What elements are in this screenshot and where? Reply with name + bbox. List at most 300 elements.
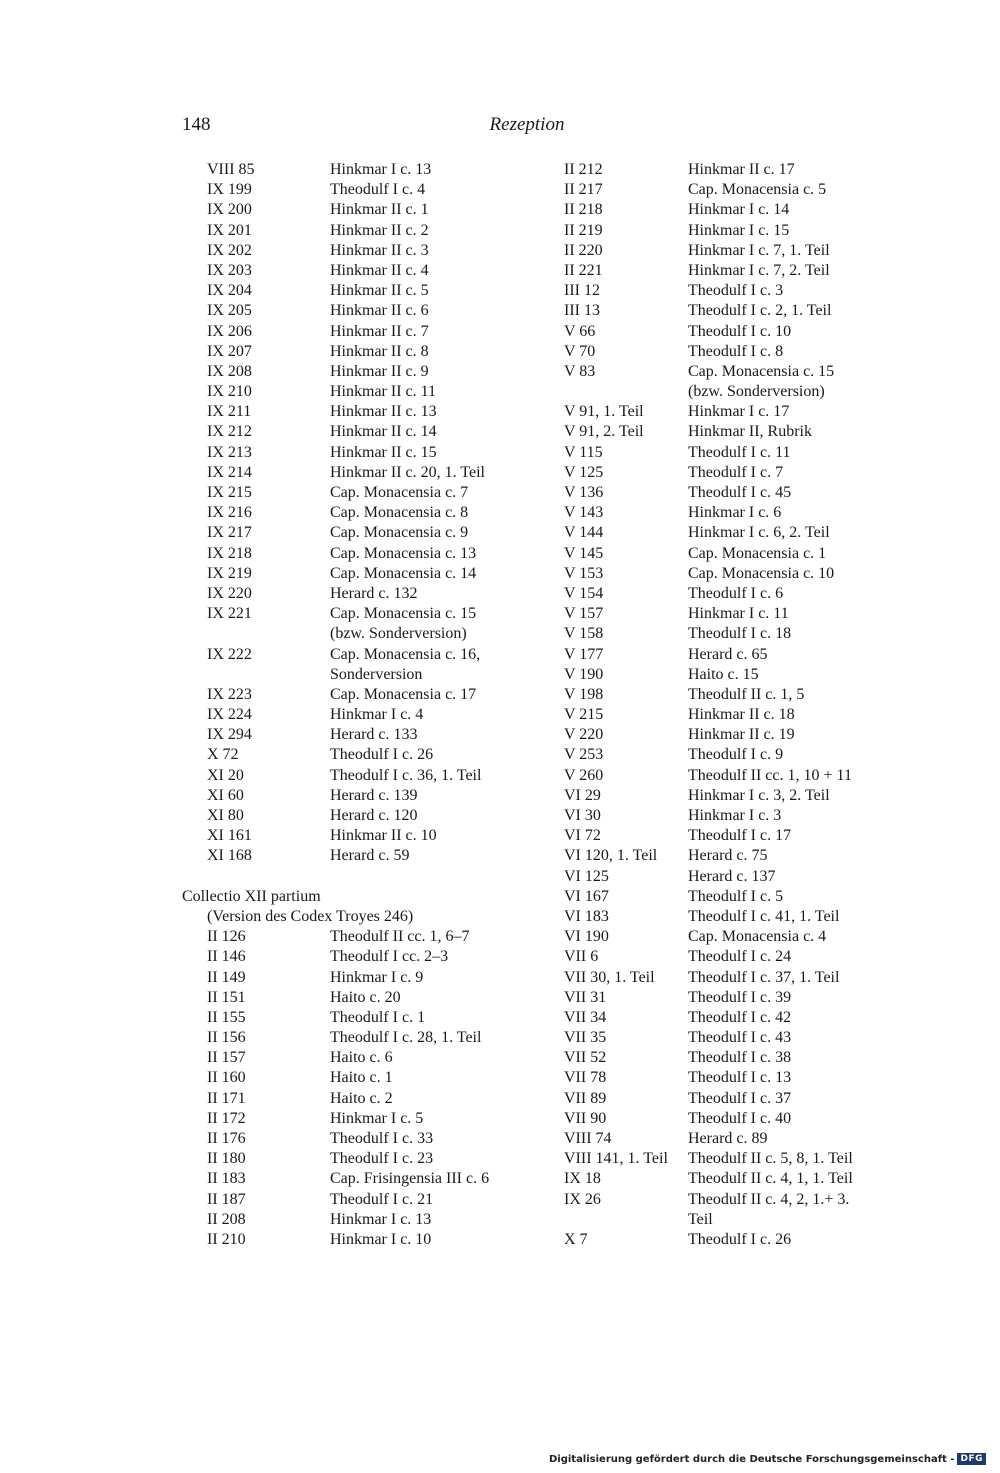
reference: V 158 (564, 625, 604, 643)
table-row (564, 927, 894, 947)
source: Hinkmar I c. 4 (330, 706, 424, 724)
table-row (564, 1068, 894, 1088)
source: Hinkmar II c. 3 (330, 241, 429, 259)
reference: IX 215 (207, 484, 252, 501)
reference: V 145 (564, 544, 604, 562)
table-row (182, 846, 552, 866)
reference: IX 217 (207, 524, 252, 542)
source: Cap. Frisingensia III c. 6 (330, 1170, 490, 1188)
reference: II 210 (207, 1230, 246, 1248)
table-row (182, 342, 552, 362)
reference: II 157 (207, 1049, 246, 1067)
reference: II 180 (207, 1150, 246, 1168)
table-row (182, 503, 552, 523)
table-row (564, 786, 894, 806)
source: Theodulf I c. 1 (330, 1008, 426, 1026)
table-row (564, 1210, 894, 1230)
reference: IX 211 (207, 403, 252, 421)
source: Theodulf I c. 10 (688, 322, 792, 340)
table-row (182, 463, 552, 483)
table-row (182, 1149, 552, 1169)
source: Hinkmar I c. 7, 2. Teil (688, 261, 830, 279)
source: Cap. Monacensia c. 14 (330, 564, 477, 582)
table-row (564, 867, 894, 887)
source: Hinkmar I c. 6 (688, 504, 782, 522)
reference: IX 218 (207, 544, 252, 562)
table-row (182, 584, 552, 604)
reference: II 155 (207, 1008, 246, 1026)
reference: V 66 (564, 322, 596, 340)
table-row (564, 1048, 894, 1068)
reference: II 126 (207, 928, 246, 946)
reference: VIII 141, 1. Teil (564, 1150, 668, 1168)
source: Theodulf I c. 28, 1. Teil (330, 1029, 482, 1047)
table-row (182, 422, 552, 442)
source: Hinkmar I c. 17 (688, 403, 790, 421)
reference: IX 223 (207, 685, 252, 703)
table-row (182, 645, 552, 665)
reference: II 149 (207, 968, 246, 986)
table-row (182, 947, 552, 967)
source: Cap. Monacensia c. 16, (330, 645, 481, 663)
reference: V 215 (564, 706, 604, 724)
table-row (564, 160, 894, 180)
table-row (564, 1230, 894, 1250)
reference: VI 29 (564, 786, 601, 804)
reference: IX 221 (207, 605, 252, 623)
source: Cap. Monacensia c. 8 (330, 504, 469, 522)
section-heading: Collectio XII partium (182, 887, 321, 905)
reference: V 91, 1. Teil (564, 403, 644, 421)
source: Cap. Monacensia c. 9 (330, 524, 469, 542)
source: Hinkmar II c. 7 (330, 322, 429, 340)
table-row (182, 160, 552, 180)
reference: V 190 (564, 665, 604, 683)
source: Teil (688, 1210, 713, 1228)
reference: IX 26 (564, 1190, 601, 1208)
source: Herard c. 65 (688, 645, 768, 663)
table-row (564, 241, 894, 261)
reference: IX 216 (207, 504, 252, 522)
table-row (182, 281, 552, 301)
reference: VII 31 (564, 988, 607, 1006)
table-row (564, 200, 894, 220)
reference: II 160 (207, 1069, 246, 1087)
table-row (564, 362, 894, 382)
reference: IX 201 (207, 221, 252, 239)
table-row (564, 988, 894, 1008)
table-row (564, 947, 894, 967)
source: Cap. Monacensia c. 17 (330, 685, 477, 703)
table-row (182, 1169, 552, 1189)
source: Theodulf I c. 38 (688, 1049, 792, 1067)
source: Hinkmar II c. 6 (330, 302, 429, 320)
reference: VII 89 (564, 1089, 607, 1107)
source: Hinkmar I c. 15 (688, 221, 790, 239)
reference: IX 200 (207, 201, 252, 219)
table-row (182, 200, 552, 220)
source: Theodulf II cc. 1, 6–7 (330, 928, 470, 946)
source: Hinkmar II c. 2 (330, 221, 429, 239)
table-row (182, 968, 552, 988)
reference: X 7 (564, 1230, 588, 1248)
source: Cap. Monacensia c. 7 (330, 484, 469, 501)
table-row (182, 1008, 552, 1028)
source: Theodulf I c. 24 (688, 948, 792, 966)
source: Herard c. 59 (330, 847, 410, 865)
source: Herard c. 132 (330, 584, 418, 602)
source: Theodulf II c. 4, 2, 1.+ 3. (688, 1190, 850, 1208)
reference: IX 202 (207, 241, 252, 259)
source: Theodulf I c. 18 (688, 625, 792, 643)
reference: V 83 (564, 362, 596, 380)
source: Hinkmar I c. 7, 1. Teil (688, 241, 830, 259)
reference: V 253 (564, 746, 604, 764)
source: Hinkmar II c. 19 (688, 726, 795, 744)
source: Theodulf I c. 23 (330, 1150, 434, 1168)
source: Theodulf I c. 26 (688, 1230, 792, 1248)
table-row (182, 766, 552, 786)
reference: V 115 (564, 443, 603, 461)
table-row (182, 685, 552, 705)
source: Hinkmar I c. 14 (688, 201, 790, 219)
table-row (182, 1028, 552, 1048)
reference: II 146 (207, 948, 246, 966)
source: Haito c. 2 (330, 1089, 393, 1107)
reference: II 212 (564, 161, 603, 178)
reference: IX 203 (207, 261, 252, 279)
source: Hinkmar II c. 17 (688, 161, 795, 178)
table-row (564, 806, 894, 826)
reference: IX 205 (207, 302, 252, 320)
reference: V 220 (564, 726, 604, 744)
running-title: Rezeption (489, 114, 565, 135)
reference: V 125 (564, 463, 604, 481)
source: Hinkmar II c. 5 (330, 282, 429, 300)
source: Theodulf II c. 5, 8, 1. Teil (688, 1150, 853, 1168)
source: Herard c. 137 (688, 867, 776, 885)
reference: V 144 (564, 524, 604, 542)
table-row (182, 745, 552, 765)
table-row (564, 584, 894, 604)
reference: V 70 (564, 342, 596, 360)
source: Theodulf I c. 9 (688, 746, 784, 764)
source: Herard c. 120 (330, 807, 418, 824)
table-row (182, 362, 552, 382)
table-row (564, 745, 894, 765)
source: Hinkmar I c. 11 (688, 605, 789, 623)
source: Hinkmar II c. 4 (330, 261, 429, 279)
table-row (564, 180, 894, 200)
table-row (182, 180, 552, 200)
reference: IX 208 (207, 362, 252, 380)
source: Hinkmar I c. 13 (330, 1210, 432, 1228)
table-row (564, 483, 894, 503)
source: Theodulf I c. 11 (688, 443, 791, 461)
reference: XI 161 (207, 827, 252, 845)
reference: V 157 (564, 605, 604, 623)
right-column (564, 160, 894, 1250)
reference: IX 206 (207, 322, 252, 340)
table-row (564, 281, 894, 301)
reference: IX 207 (207, 342, 252, 360)
source: Cap. Monacensia c. 13 (330, 544, 477, 562)
source: Theodulf II c. 1, 5 (688, 685, 805, 703)
reference: II 217 (564, 181, 603, 199)
source: (bzw. Sonderversion) (688, 383, 825, 401)
left-column (182, 160, 552, 1250)
source: Hinkmar II, Rubrik (688, 423, 812, 441)
table-row (564, 382, 894, 402)
table-row (564, 261, 894, 281)
reference: VII 34 (564, 1008, 607, 1026)
table-row (182, 826, 552, 846)
table-row (564, 564, 894, 584)
table-row (564, 665, 894, 685)
source: Hinkmar I c. 9 (330, 968, 424, 986)
source: Theodulf I c. 37 (688, 1089, 792, 1107)
table-row (182, 402, 552, 422)
table-row (182, 322, 552, 342)
reference: III 12 (564, 282, 600, 300)
source: Herard c. 89 (688, 1130, 768, 1147)
reference: IX 294 (207, 726, 252, 744)
table-row (182, 705, 552, 725)
source: Hinkmar II c. 8 (330, 342, 429, 360)
reference: VI 167 (564, 887, 609, 905)
source: Theodulf I c. 37, 1. Teil (688, 968, 840, 986)
reference: VI 30 (564, 807, 601, 824)
page-header (182, 114, 872, 140)
source: Theodulf I c. 26 (330, 746, 434, 764)
reference: XI 168 (207, 847, 252, 865)
table-row (182, 483, 552, 503)
reference: XI 20 (207, 766, 244, 784)
source: Hinkmar II c. 1 (330, 201, 429, 219)
table-row (182, 806, 552, 826)
source: Hinkmar II c. 10 (330, 827, 437, 845)
table-row (564, 1129, 894, 1149)
reference: II 151 (207, 988, 246, 1006)
table-row (564, 402, 894, 422)
table-row (182, 1109, 552, 1129)
reference: VIII 74 (564, 1130, 612, 1147)
table-row (564, 826, 894, 846)
table-row (182, 241, 552, 261)
source: Hinkmar II c. 14 (330, 423, 437, 441)
footer (549, 1453, 986, 1465)
source: Theodulf I c. 39 (688, 988, 792, 1006)
table-row (564, 443, 894, 463)
source: Cap. Monacensia c. 15 (688, 362, 835, 380)
source: Theodulf I c. 42 (688, 1008, 792, 1026)
table-row (182, 1210, 552, 1230)
reference: II 208 (207, 1210, 246, 1228)
source: Hinkmar I c. 3, 2. Teil (688, 786, 830, 804)
source: Hinkmar II c. 20, 1. Teil (330, 463, 485, 481)
source: Herard c. 75 (688, 847, 768, 865)
section-subheading: (Version des Codex Troyes 246) (207, 907, 414, 925)
table-row (564, 1089, 894, 1109)
reference: VII 6 (564, 948, 599, 966)
source: Hinkmar II c. 9 (330, 362, 429, 380)
source: Theodulf I c. 7 (688, 463, 784, 481)
source: Haito c. 15 (688, 665, 759, 683)
reference: II 176 (207, 1130, 246, 1147)
reference: VII 35 (564, 1029, 607, 1047)
table-row (564, 422, 894, 442)
source: Hinkmar II c. 18 (688, 706, 795, 724)
source: Haito c. 20 (330, 988, 401, 1006)
page-number: 148 (182, 114, 211, 135)
reference: IX 210 (207, 383, 252, 401)
reference: VI 183 (564, 907, 609, 925)
reference: VIII 85 (207, 161, 255, 178)
table-row (182, 544, 552, 564)
table-row (182, 301, 552, 321)
reference: V 153 (564, 564, 604, 582)
reference: XI 80 (207, 807, 244, 824)
source: Hinkmar I c. 5 (330, 1109, 424, 1127)
reference: IX 199 (207, 181, 252, 199)
table-row (182, 261, 552, 281)
source: Hinkmar I c. 13 (330, 161, 432, 178)
reference: V 198 (564, 685, 604, 703)
reference: VI 125 (564, 867, 609, 885)
table-row (564, 705, 894, 725)
spacer (182, 867, 552, 887)
reference: II 183 (207, 1170, 246, 1188)
reference: VII 52 (564, 1049, 607, 1067)
source: Theodulf I c. 33 (330, 1130, 434, 1147)
reference: IX 212 (207, 423, 252, 441)
table-row (564, 1008, 894, 1028)
table-row (564, 685, 894, 705)
source: Hinkmar I c. 6, 2. Teil (688, 524, 830, 542)
reference: IX 220 (207, 584, 252, 602)
source: Theodulf I c. 8 (688, 342, 784, 360)
source: Cap. Monacensia c. 15 (330, 605, 477, 623)
source: Theodulf I c. 4 (330, 181, 426, 199)
reference: II 221 (564, 261, 603, 279)
reference: II 171 (207, 1089, 246, 1107)
reference: V 177 (564, 645, 604, 663)
reference: V 154 (564, 584, 604, 602)
reference: IX 18 (564, 1170, 601, 1188)
table-row (182, 988, 552, 1008)
table-row (182, 665, 552, 685)
table-row (182, 443, 552, 463)
reference: VII 78 (564, 1069, 607, 1087)
reference: VII 30, 1. Teil (564, 968, 655, 986)
table-row (564, 322, 894, 342)
table-row (564, 1190, 894, 1210)
source: Theodulf I c. 6 (688, 584, 784, 602)
table-row (182, 927, 552, 947)
reference: IX 213 (207, 443, 252, 461)
table-row (182, 786, 552, 806)
reference: VI 120, 1. Teil (564, 847, 658, 865)
source: Theodulf I cc. 2–3 (330, 948, 449, 966)
reference: II 187 (207, 1190, 246, 1208)
source: Theodulf I c. 41, 1. Teil (688, 907, 840, 925)
table-row (182, 1129, 552, 1149)
reference: IX 204 (207, 282, 252, 300)
table-row (182, 221, 552, 241)
source: Theodulf I c. 3 (688, 282, 784, 300)
source: Hinkmar II c. 11 (330, 383, 437, 401)
reference: IX 224 (207, 706, 252, 724)
reference: X 72 (207, 746, 239, 764)
reference: V 91, 2. Teil (564, 423, 644, 441)
reference: VII 90 (564, 1109, 607, 1127)
reference: V 136 (564, 484, 604, 501)
reference: IX 214 (207, 463, 252, 481)
table-row (182, 382, 552, 402)
reference: VI 190 (564, 928, 609, 946)
table-row (564, 907, 894, 927)
source: Haito c. 1 (330, 1069, 393, 1087)
table-row (182, 604, 552, 624)
source: Theodulf I c. 17 (688, 827, 792, 845)
source: Theodulf I c. 2, 1. Teil (688, 302, 832, 320)
table-row (564, 624, 894, 644)
source: Theodulf II c. 4, 1, 1. Teil (688, 1170, 853, 1188)
reference: V 143 (564, 504, 604, 522)
table-row (182, 1048, 552, 1068)
table-row (564, 604, 894, 624)
source: Theodulf I c. 21 (330, 1190, 434, 1208)
table-row (564, 503, 894, 523)
source: Theodulf I c. 5 (688, 887, 784, 905)
reference: VI 72 (564, 827, 601, 845)
table-row (564, 301, 894, 321)
table-row (564, 1169, 894, 1189)
reference: XI 60 (207, 786, 244, 804)
reference: II 219 (564, 221, 603, 239)
reference: II 218 (564, 201, 603, 219)
table-row (182, 1190, 552, 1210)
source: Cap. Monacensia c. 5 (688, 181, 827, 199)
source: Hinkmar I c. 10 (330, 1230, 432, 1248)
source: Theodulf I c. 40 (688, 1109, 792, 1127)
table-row (564, 1149, 894, 1169)
table-row (564, 463, 894, 483)
source: Cap. Monacensia c. 4 (688, 928, 827, 946)
table-row (564, 645, 894, 665)
source: Hinkmar II c. 15 (330, 443, 437, 461)
reference: II 220 (564, 241, 603, 259)
source: Theodulf I c. 43 (688, 1029, 792, 1047)
table-row (564, 766, 894, 786)
table-row (182, 725, 552, 745)
reference: III 13 (564, 302, 600, 320)
source: Theodulf I c. 13 (688, 1069, 792, 1087)
table-row (564, 846, 894, 866)
table-row (564, 1028, 894, 1048)
source: (bzw. Sonderversion) (330, 625, 467, 643)
table-row (182, 624, 552, 644)
table-row (564, 523, 894, 543)
source: Haito c. 6 (330, 1049, 393, 1067)
dfg-logo: DFG (957, 1453, 986, 1465)
reference: IX 222 (207, 645, 252, 663)
table-row (182, 523, 552, 543)
source: Herard c. 139 (330, 786, 418, 804)
table-row (182, 1089, 552, 1109)
table-row (564, 1109, 894, 1129)
source: Sonderversion (330, 665, 423, 683)
